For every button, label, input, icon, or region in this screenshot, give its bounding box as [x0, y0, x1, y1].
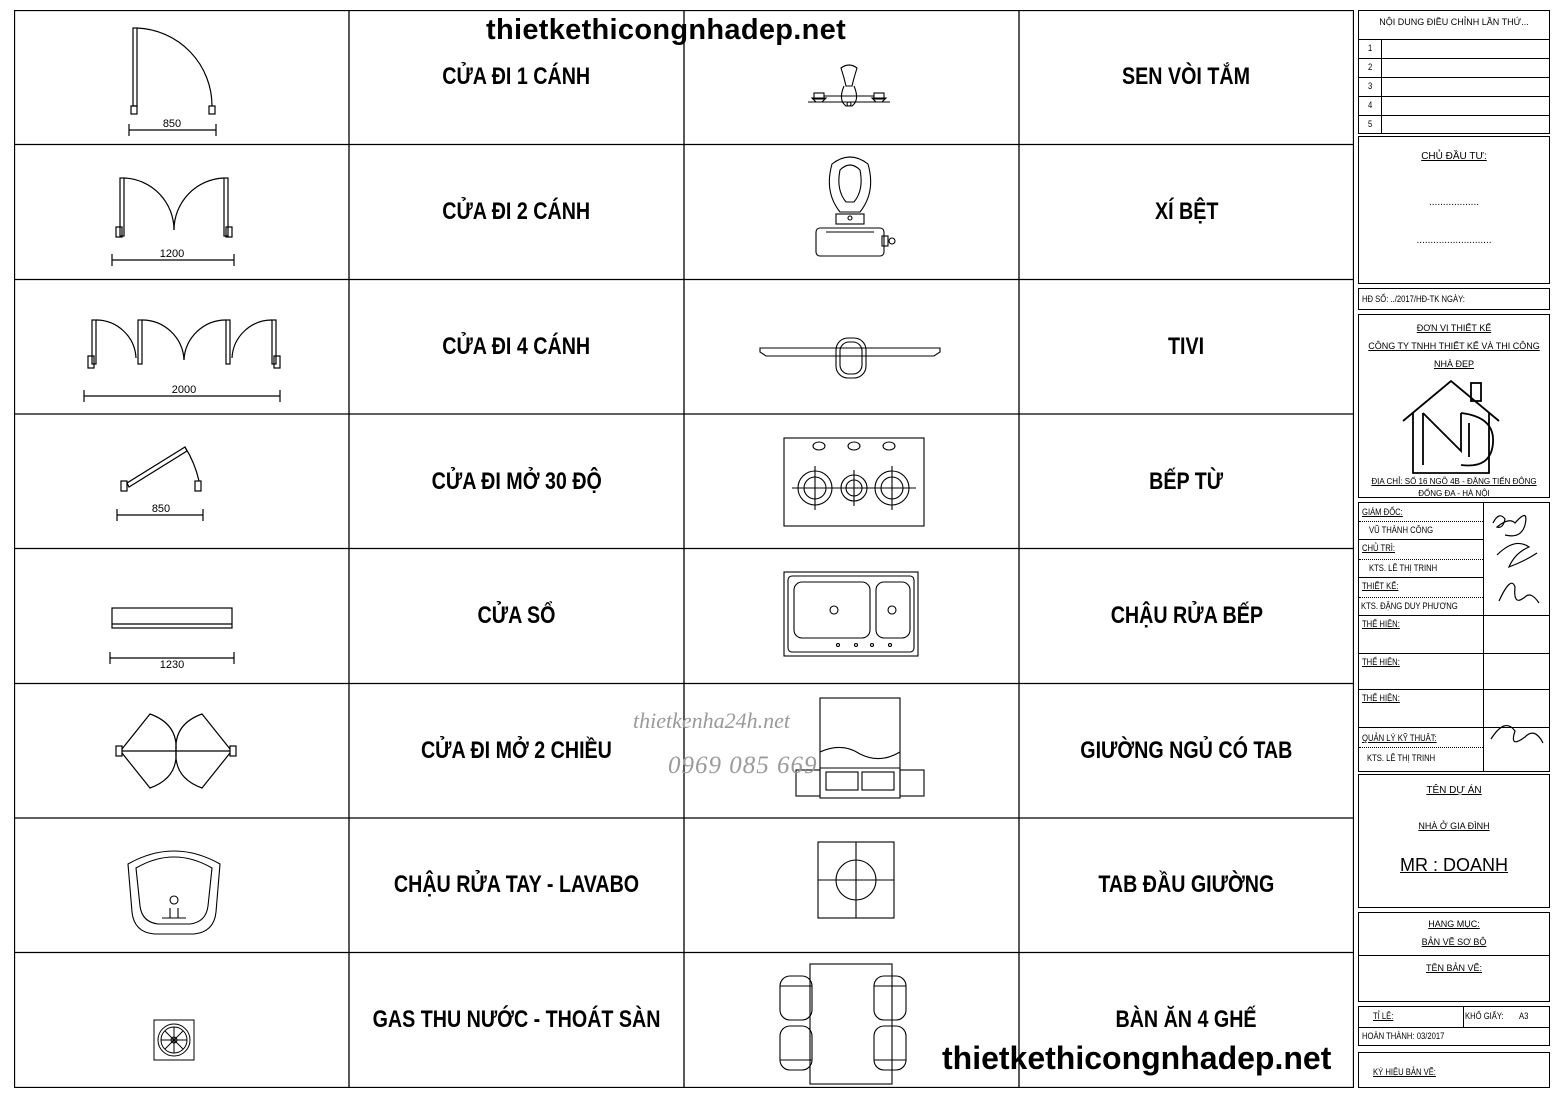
designer-company-2: NHÀ ĐẸP [1433, 359, 1474, 369]
watermark-site: thietkenha24h.net [633, 708, 791, 733]
designer-address: ĐỊA CHỈ: SỐ 16 NGÕ 4B - ĐẶNG TIẾN ĐÔNG [1371, 477, 1537, 486]
kitchen-sink-icon [782, 570, 922, 660]
legend-label-single-door: CỬA ĐI 1 CÁNH [442, 63, 591, 90]
tv-icon [754, 328, 944, 388]
legend-label-tv: TIVI [1168, 333, 1205, 360]
designer-label: ĐƠN VỊ THIẾT KẾ [1416, 323, 1492, 333]
scale-label: TỈ LỆ: [1373, 1011, 1394, 1021]
designer-role-label: THIẾT KẾ: [1362, 581, 1399, 591]
sheet-number-label: KÝ HIỆU BẢN VẼ: [1373, 1067, 1436, 1077]
signature-table [1358, 502, 1550, 772]
single-door-icon [114, 20, 234, 138]
legend-label-floor-drain: GAS THU NƯỚC - THOÁT SÀN [372, 1006, 661, 1033]
dim-label: 2000 [171, 384, 197, 396]
contract-number: HĐ SỐ: ../2017/HĐ-TK NGÀY: [1362, 294, 1465, 304]
paper-label: KHỔ GIẤY: [1465, 1011, 1504, 1021]
project-box [1358, 774, 1550, 908]
drafter-label: THỂ HIỆN: [1362, 693, 1400, 703]
legend-label-dining-table: BÀN ĂN 4 GHẾ [1115, 1006, 1258, 1033]
completion-date: HOÀN THÀNH: 03/2017 [1362, 1031, 1445, 1041]
dim-label: 850 [151, 503, 171, 515]
toilet-icon [804, 152, 904, 272]
legend-label-kitchen-sink: CHẬU RỬA BẾP [1110, 602, 1263, 629]
double-door-icon [104, 165, 254, 271]
paper-value: A3 [1519, 1011, 1529, 1021]
legend-label-two-way-door: CỬA ĐI MỞ 2 CHIỀU [421, 737, 612, 764]
revision-row: 4 [1368, 100, 1373, 110]
chief-name: KTS. LÊ THỊ TRINH [1369, 563, 1438, 573]
signatures [1485, 505, 1551, 771]
chief-label: CHỦ TRÌ: [1362, 543, 1396, 553]
legend-label-four-leaf-door: CỬA ĐI 4 CÁNH [442, 333, 591, 360]
owner-label: CHỦ ĐẦU TƯ: [1421, 151, 1487, 162]
drawing-name-label: TÊN BẢN VẼ: [1425, 963, 1482, 973]
supervisor-name: KTS. LÊ THỊ TRINH [1367, 753, 1436, 763]
dining-table-icon [770, 960, 940, 1088]
watermark-top: thietkethicongnhadep.net [486, 14, 847, 46]
legend-label-window: CỬA SỔ [477, 602, 556, 629]
client-name: MR : DOANH [1400, 855, 1508, 875]
sheet-number-box [1358, 1052, 1550, 1088]
revision-header: NỘI DUNG ĐIỀU CHỈNH LẦN THỨ... [1379, 17, 1529, 27]
bed-with-nightstand-icon [792, 694, 932, 806]
project-label: TÊN DỰ ÁN [1426, 785, 1482, 796]
shower-faucet-icon [794, 60, 904, 120]
supervisor-label: QUẢN LÝ KỸ THUẬT: [1362, 733, 1437, 743]
category-box [1358, 912, 1550, 1002]
revision-row: 2 [1368, 62, 1373, 72]
designer-box [1358, 314, 1550, 498]
nightstand-icon [814, 838, 898, 922]
scale-box [1358, 1006, 1550, 1046]
owner-line: ........................... [1416, 235, 1492, 246]
revision-row: 1 [1368, 43, 1373, 53]
legend-label-shower: SEN VÒI TẮM [1122, 63, 1251, 90]
designer-company: CÔNG TY TNHH THIẾT KẾ VÀ THI CÔNG [1368, 341, 1540, 351]
owner-line: .................. [1428, 197, 1479, 208]
designer-address-2: ĐỐNG ĐA - HÀ NỘI [1418, 489, 1490, 498]
lavabo-icon [118, 842, 238, 942]
contract-box [1358, 288, 1550, 310]
watermark-phone: 0969 085 669 [668, 752, 818, 779]
drafter-label: THỂ HIỆN: [1362, 657, 1400, 667]
two-way-door-icon [112, 704, 242, 800]
legend-label-stove: BẾP TỪ [1149, 468, 1224, 495]
legend-label-door-30: CỬA ĐI MỞ 30 ĐỘ [431, 468, 602, 495]
watermark-bottom: thietkethicongnhadep.net [942, 1040, 1332, 1076]
legend-label-bed: GIƯỜNG NGỦ CÓ TAB [1080, 737, 1293, 764]
legend-label-nightstand: TAB ĐẦU GIƯỜNG [1098, 871, 1275, 898]
revision-row: 5 [1368, 119, 1373, 129]
category-value: BẢN VẼ SƠ BỘ [1421, 937, 1487, 947]
legend-label-lavabo: CHẬU RỬA TAY - LAVABO [393, 871, 640, 898]
legend-label-toilet: XÍ BỆT [1154, 198, 1219, 225]
induction-stove-icon [782, 436, 928, 530]
legend-label-double-door: CỬA ĐI 2 CÁNH [442, 198, 591, 225]
dim-label: 1230 [159, 659, 185, 671]
symbol-legend-table [14, 10, 1354, 1088]
director-label: GIÁM ĐỐC: [1362, 507, 1403, 517]
dim-label: 850 [162, 118, 182, 130]
category-label: HẠNG MỤC: [1428, 919, 1480, 929]
revision-row: 3 [1368, 81, 1373, 91]
floor-drain-icon [152, 1018, 196, 1062]
four-leaf-door-icon [74, 306, 294, 406]
project-name: NHÀ Ở GIA ĐÌNH [1418, 821, 1490, 831]
title-block [1356, 8, 1552, 1090]
revision-table [1358, 10, 1550, 134]
window-icon [106, 602, 246, 672]
director-name: VŨ THÀNH CÔNG [1369, 525, 1434, 535]
drafter-label: THỂ HIỆN: [1362, 619, 1400, 629]
owner-box [1358, 136, 1550, 284]
company-logo [1399, 377, 1505, 477]
dim-label: 1200 [159, 248, 185, 260]
door-30-degree-icon [109, 435, 229, 527]
designer-role-name: KTS. ĐẶNG DUY PHƯƠNG [1361, 601, 1458, 611]
